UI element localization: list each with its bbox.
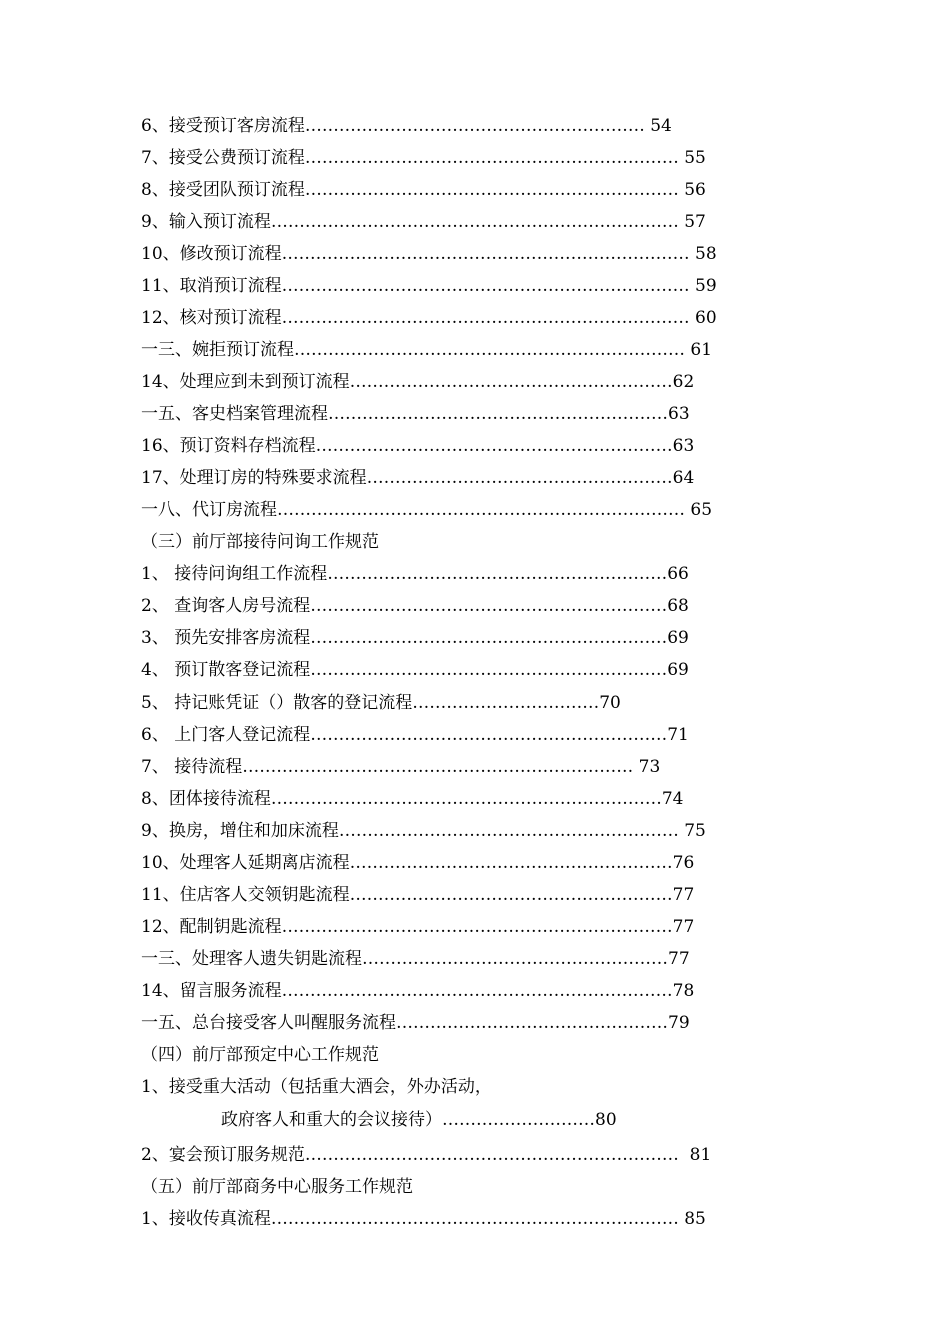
toc-entry[interactable]: 11、住店客人交领钥匙流程…………………………………………………77 (141, 885, 695, 905)
toc-entry[interactable]: 一五、总台接受客人叫醒服务流程…………………………………………79 (141, 1013, 690, 1033)
toc-entry[interactable]: 4、 预订散客登记流程………………………………………………………69 (141, 660, 689, 680)
toc-entry[interactable]: 一五、客史档案管理流程……………………………………………………63 (141, 404, 690, 424)
toc-entry[interactable]: 10、处理客人延期离店流程…………………………………………………76 (141, 853, 695, 873)
toc-entry[interactable]: 3、 预先安排客房流程………………………………………………………69 (141, 628, 689, 648)
toc-entry[interactable]: 11、取消预订流程……………………………………………………………… 59 (141, 276, 717, 296)
toc-section-heading: （三）前厅部接待问询工作规范 (141, 532, 379, 552)
toc-entry[interactable]: 14、处理应到未到预订流程…………………………………………………62 (141, 372, 695, 392)
toc-entry[interactable]: 2、 查询客人房号流程………………………………………………………68 (141, 596, 689, 616)
toc-entry[interactable]: 6、 上门客人登记流程………………………………………………………71 (141, 725, 689, 745)
toc-entry[interactable]: 8、团体接待流程……………………………………………………………74 (141, 789, 684, 809)
toc-entry[interactable]: 10、修改预订流程……………………………………………………………… 58 (141, 244, 717, 264)
toc-entry[interactable]: 16、预订资料存档流程………………………………………………………63 (141, 436, 695, 456)
toc-entry[interactable]: 9、换房，增住和加床流程…………………………………………………… 75 (141, 821, 706, 841)
toc-entry[interactable]: 一三、婉拒预订流程…………………………………………………………… 61 (141, 340, 713, 360)
toc-entry[interactable]: 2、宴会预订服务规范………………………………………………………… 81 (141, 1145, 712, 1165)
toc-entry[interactable]: 1、 接待问询组工作流程……………………………………………………66 (141, 564, 689, 584)
toc-entry[interactable]: 6、接受预订客房流程…………………………………………………… 54 (141, 116, 672, 136)
toc-entry[interactable]: 一三、处理客人遗失钥匙流程………………………………………………77 (141, 949, 690, 969)
toc-entry[interactable]: 1、接受重大活动（包括重大酒会，外办活动， (141, 1077, 492, 1097)
toc-entry-continuation[interactable]: 政府客人和重大的会议接待）………………………80 (221, 1110, 617, 1130)
toc-entry[interactable]: 一八、代订房流程……………………………………………………………… 65 (141, 500, 713, 520)
toc-entry[interactable]: 9、输入预订流程……………………………………………………………… 57 (141, 212, 706, 232)
toc-section-heading: （四）前厅部预定中心工作规范 (141, 1045, 379, 1065)
toc-entry[interactable]: 12、配制钥匙流程……………………………………………………………77 (141, 917, 695, 937)
toc-entry[interactable]: 12、核对预订流程……………………………………………………………… 60 (141, 308, 717, 328)
toc-section-heading: （五）前厅部商务中心服务工作规范 (141, 1177, 413, 1197)
toc-entry[interactable]: 8、接受团队预订流程………………………………………………………… 56 (141, 180, 706, 200)
toc-entry[interactable]: 17、处理订房的特殊要求流程………………………………………………64 (141, 468, 695, 488)
toc-entry[interactable]: 1、接收传真流程……………………………………………………………… 85 (141, 1209, 706, 1229)
toc-entry[interactable]: 7、接受公费预订流程………………………………………………………… 55 (141, 148, 706, 168)
toc-entry[interactable]: 5、 持记账凭证（）散客的登记流程……………………………70 (141, 693, 621, 713)
toc-entry[interactable]: 14、留言服务流程……………………………………………………………78 (141, 981, 695, 1001)
toc-entry[interactable]: 7、 接待流程…………………………………………………………… 73 (141, 757, 661, 777)
